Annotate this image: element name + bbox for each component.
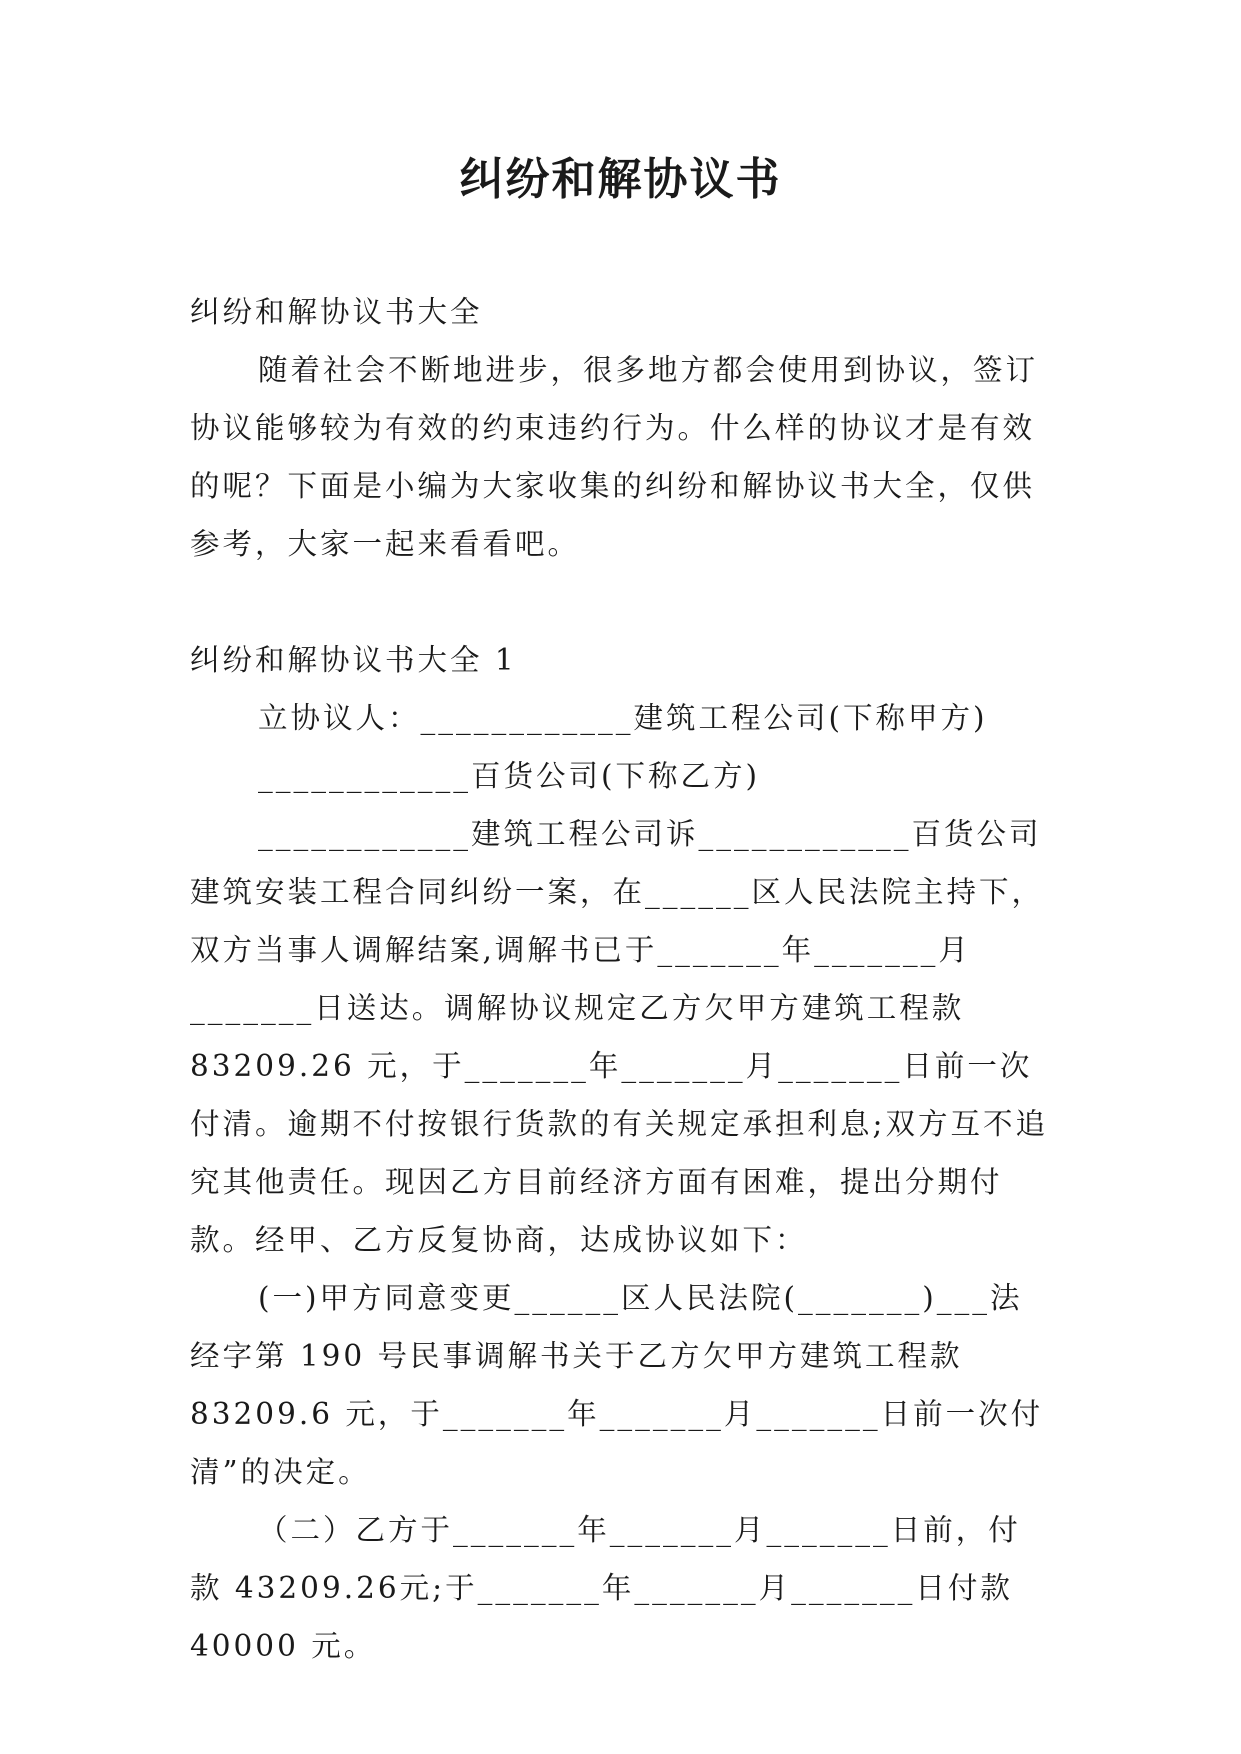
clause-2: （二）乙方于_______年_______月_______日前，付款 43209.26元;于_______年_______月_______日付款 40000 元。 (190, 1513, 1021, 1663)
intro-paragraph: 随着社会不断地进步，很多地方都会使用到协议，签订协议能够较为有效的约束违约行为。什么样的协议才是有效的呢？下面是小编为大家收集的纠纷和解协议书大全，仅供参考，大家一起来看看吧。 (190, 353, 1039, 561)
paragraph-gap (190, 573, 1052, 631)
section-heading-main: 纠纷和解协议书大全 (190, 295, 483, 329)
section-heading-1: 纠纷和解协议书大全 1 (190, 643, 517, 677)
party-line-1: 立协议人：____________建筑工程公司(下称甲方) (258, 701, 988, 735)
case-paragraph: ____________建筑工程公司诉____________百货公司建筑安装工程合同纠纷一案，在______区人民法院主持下，双方当事人调解结案,调解书已于_______年_______月_______日送达。调解协议规定乙方欠甲方建筑工程款 83209.26 元，于_______年_______月_______日前一次付清。逾期不付按银行货款的有关规定承担利息;双方互不追究其他责任。现因乙方目前经济方面有困难，提出分期付款。经甲、乙方反复协商，达成协议如下： (190, 817, 1048, 1257)
document-body (190, 283, 1052, 1675)
party-line-2: ____________百货公司(下称乙方) (258, 759, 761, 793)
clause-1: (一)甲方同意变更______区人民法院(_______)___法经字第 190 号民事调解书关于乙方欠甲方建筑工程款 83209.6 元，于_______年_______月_______日前一次付清”的决定。 (190, 1281, 1044, 1489)
document-title: 纠纷和解协议书 (459, 154, 782, 205)
